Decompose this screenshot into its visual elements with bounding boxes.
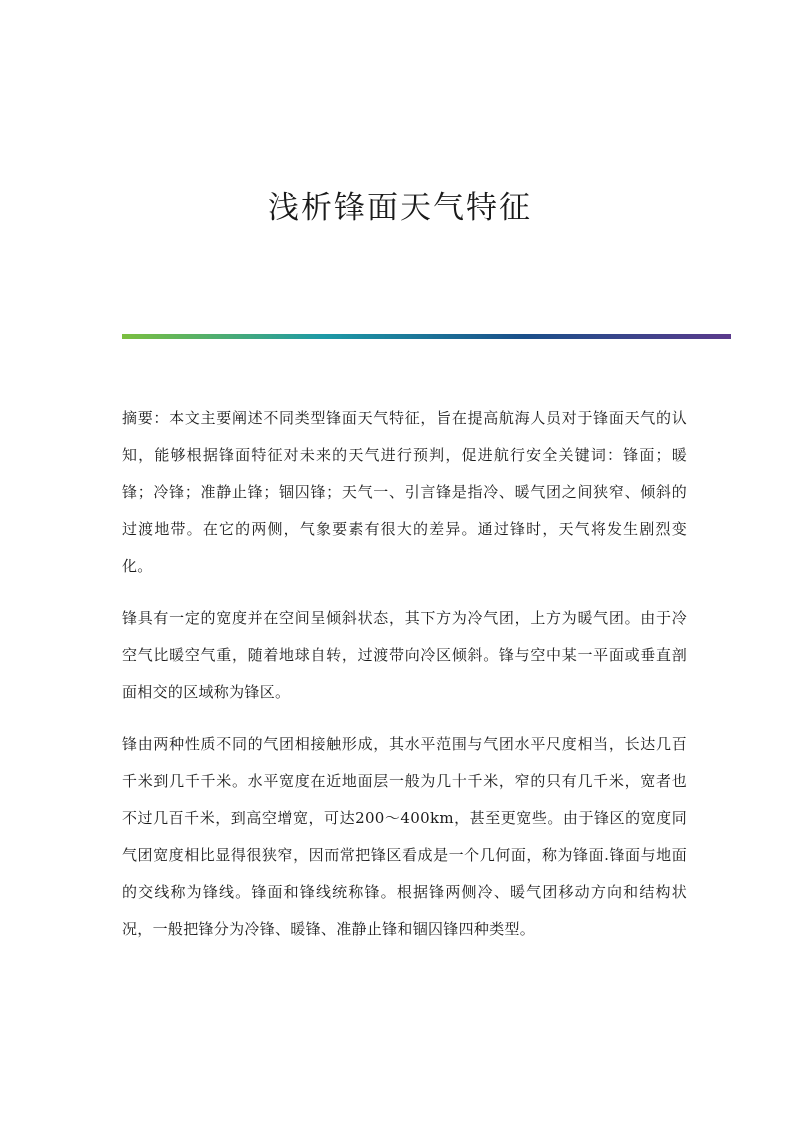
paragraph-abstract: 摘要：本文主要阐述不同类型锋面天气特征，旨在提高航海人员对于锋面天气的认知，能够根据锋面特征对未来的天气进行预判，促进航行安全关键词：锋面；暖锋；冷锋；准静止锋；锢囚锋；天气一、引言锋是指冷、暖气团之间狭窄、倾斜的过渡地带。在它的两侧，气象要素有很大的差异。通过锋时，天气将发生剧烈变化。 bbox=[122, 409, 687, 575]
document-body bbox=[122, 400, 687, 963]
paragraph-front-formation: 锋由两种性质不同的气团相接触形成，其水平范围与气团水平尺度相当，长达几百千米到几千千米。水平宽度在近地面层一般为几十千米，窄的只有几千米，宽者也不过几百千米，到高空增宽，可达200～400km，甚至更宽些。由于锋区的宽度同气团宽度相比显得很狭窄，因而常把锋区看成是一个几何面，称为锋面.锋面与地面的交线称为锋线。锋面和锋线统称锋。根据锋两侧冷、暖气团移动方向和结构状况，一般把锋分为冷锋、暖锋、准静止锋和锢囚锋四种类型。 bbox=[122, 735, 687, 938]
document-title: 浅析锋面天气特征 bbox=[268, 190, 532, 226]
title-divider bbox=[122, 334, 731, 339]
paragraph-front-structure: 锋具有一定的宽度并在空间呈倾斜状态，其下方为冷气团，上方为暖气团。由于冷空气比暖空气重，随着地球自转，过渡带向冷区倾斜。锋与空中某一平面或垂直剖面相交的区域称为锋区。 bbox=[122, 609, 687, 701]
